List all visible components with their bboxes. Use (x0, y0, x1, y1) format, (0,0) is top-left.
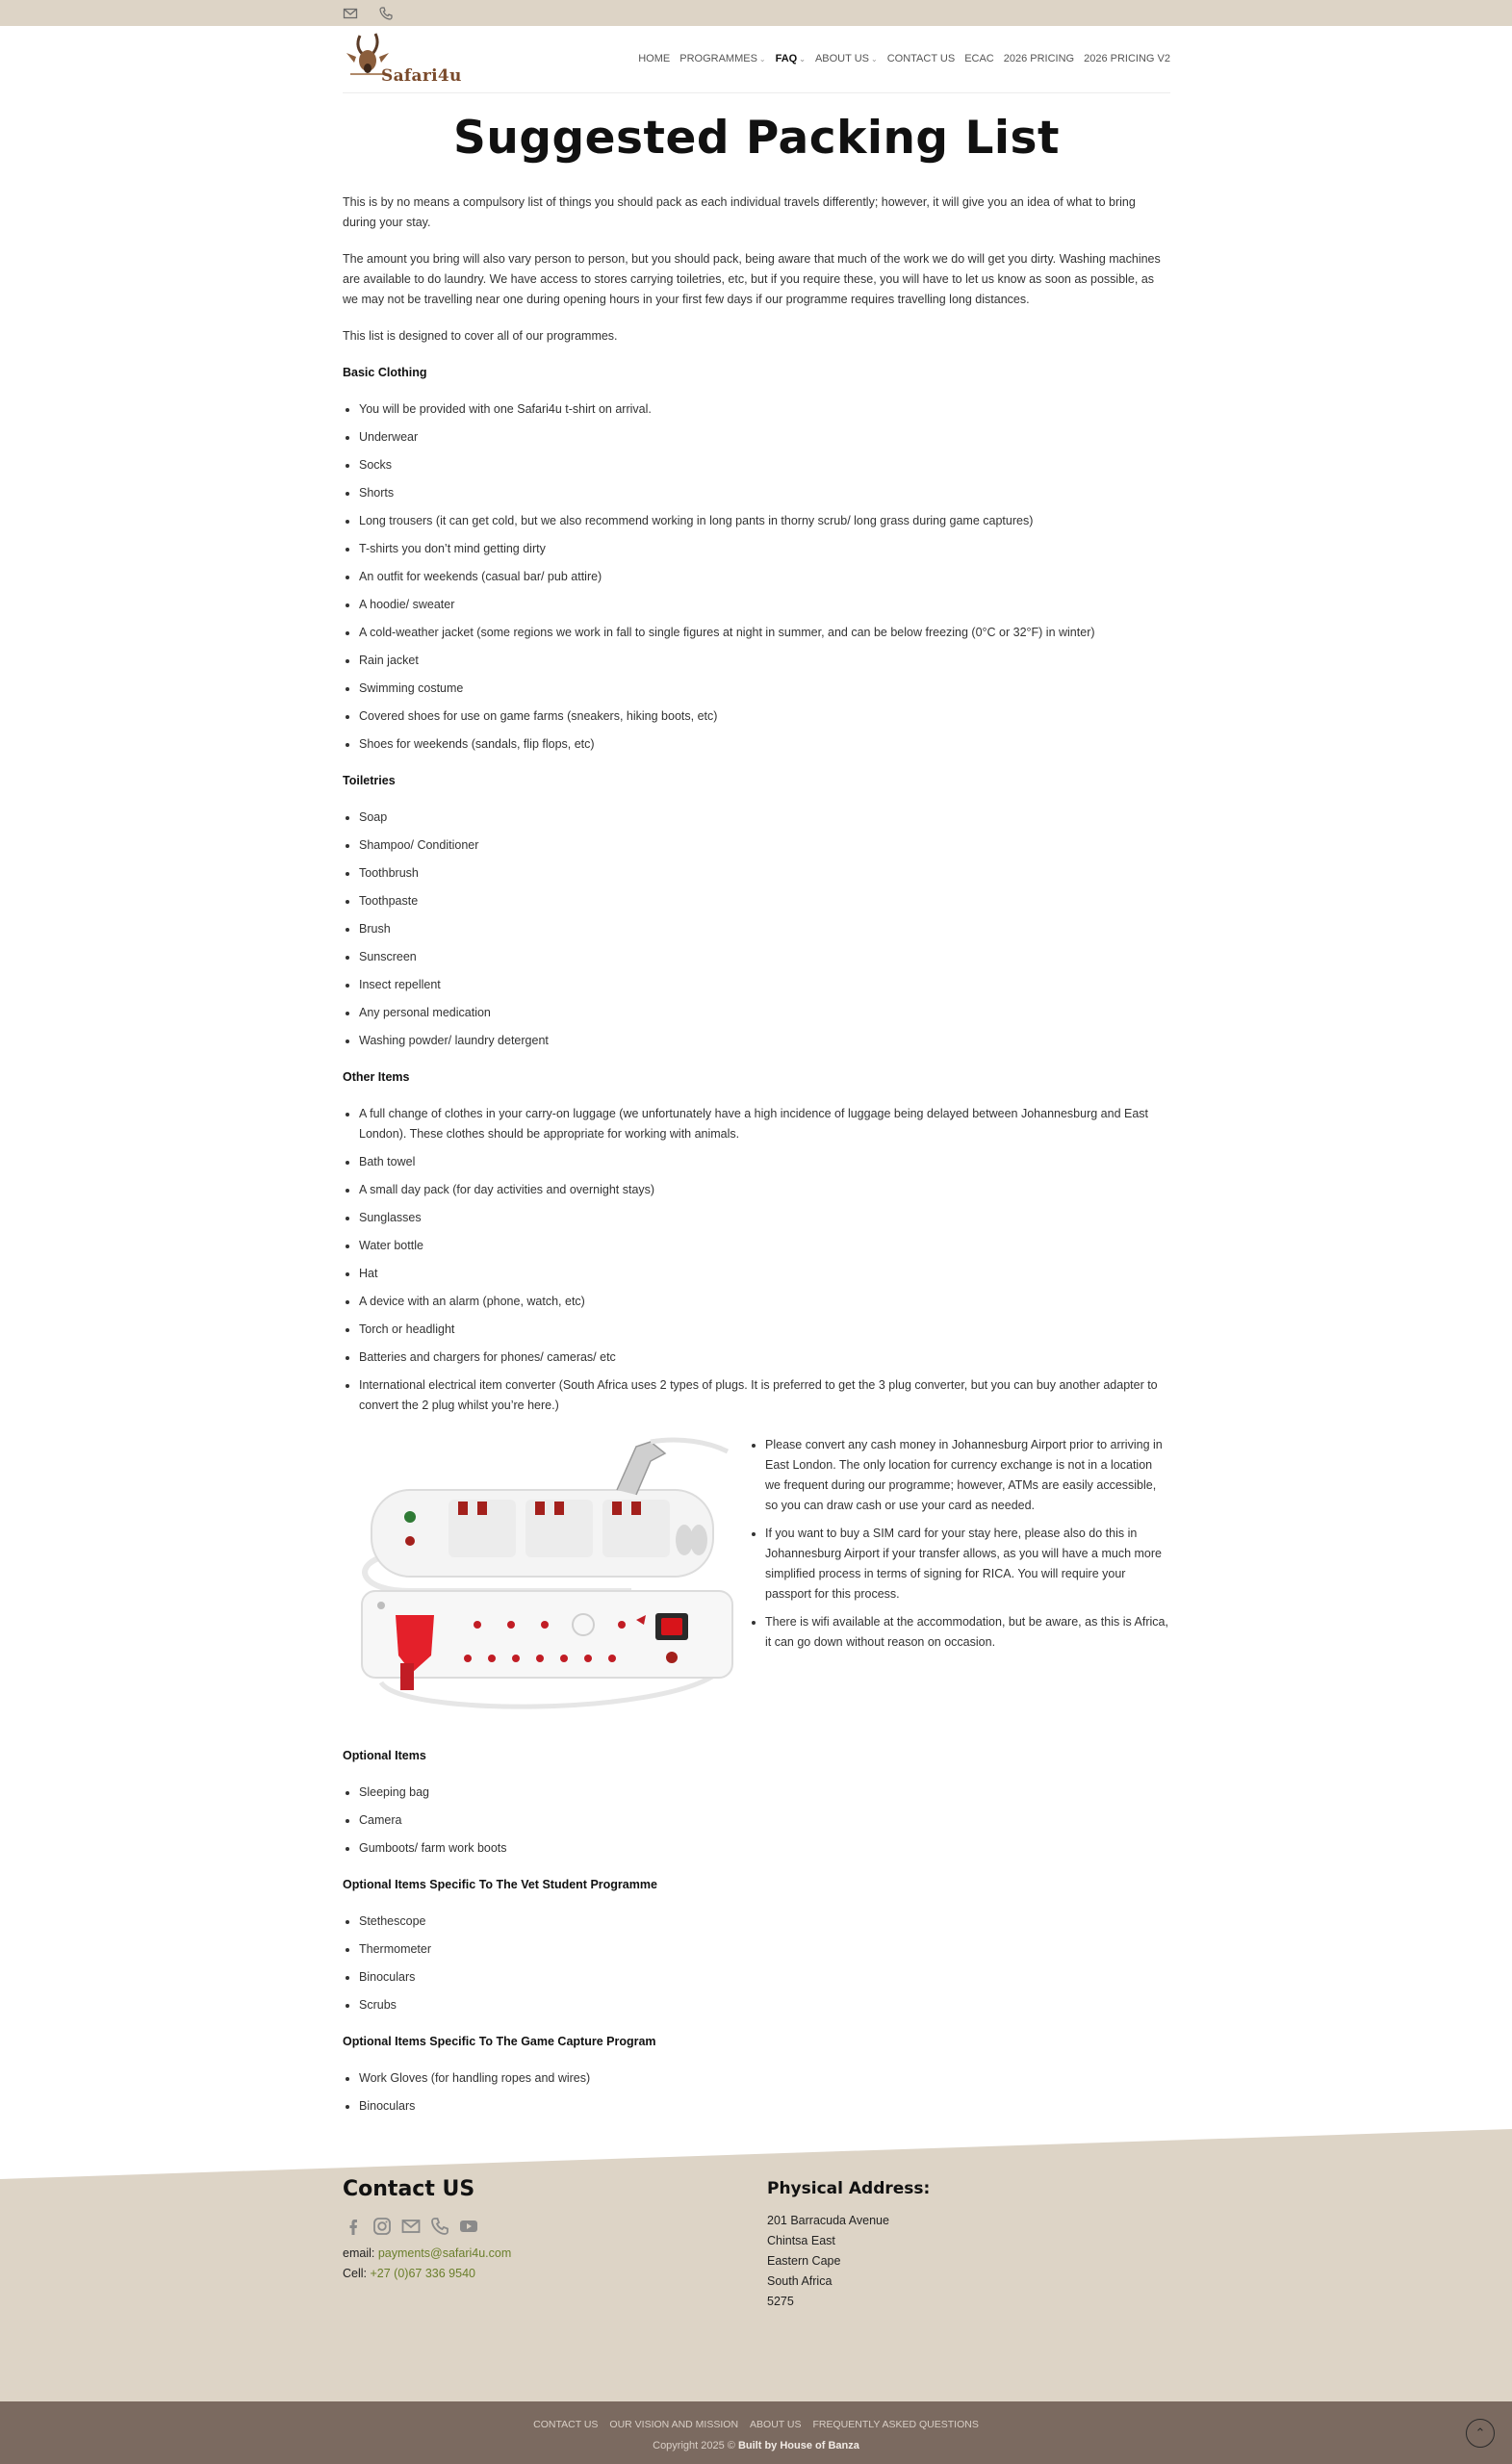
list-item: • Sunscreen (359, 947, 1170, 967)
email-icon[interactable] (400, 2216, 422, 2237)
list-item: • A cold-weather jacket (some regions we work in fall to single figures at night in summer, and can be below freezing (0°C or 32°F) in winter) (359, 623, 1170, 643)
address-line: South Africa (767, 2274, 833, 2288)
list-item: • Sunglasses (359, 1208, 1170, 1228)
toiletries-list (359, 808, 1170, 1051)
list-item: • Camera (359, 1810, 1170, 1831)
adapter-image-row (343, 1432, 1170, 1721)
list-item: • Thermometer (359, 1939, 1170, 1960)
copyright (0, 2440, 1512, 2451)
capture-items-heading: Optional Items Specific To The Game Capture Program (343, 2035, 656, 2048)
main-nav (638, 53, 1170, 64)
facebook-icon[interactable] (343, 2216, 364, 2237)
footer-background (0, 2129, 1512, 2402)
list-item: • There is wifi available at the accommodation, but be aware, as this is Africa, it can go down without reason on occasion. (765, 1612, 1169, 1653)
chevron-down-icon: ⌄ (870, 54, 878, 64)
list-item: • Covered shoes for use on game farms (sneakers, hiking boots, etc) (359, 706, 1170, 727)
back-to-top-button[interactable] (1466, 2419, 1495, 2448)
side-notes-list (765, 1435, 1169, 1660)
footer-link-contact[interactable]: CONTACT US (533, 2419, 599, 2430)
footer-links (0, 2419, 1512, 2430)
list-item: • A full change of clothes in your carry-on luggage (we unfortunately have a high incidence of luggage being delayed between Johannesburg and East London). These clothes should be appropriate for working with animals. (359, 1104, 1170, 1144)
cell-label: Cell: (343, 2267, 368, 2280)
chevron-down-icon: ⌄ (758, 54, 766, 64)
list-item: • Rain jacket (359, 651, 1170, 671)
intro-paragraph-3: This list is designed to cover all of our programmes. (343, 329, 618, 343)
list-item: • A device with an alarm (phone, watch, etc) (359, 1292, 1170, 1312)
list-item: • Batteries and chargers for phones/ cameras/ etc (359, 1348, 1170, 1368)
other-items-heading: Other Items (343, 1070, 410, 1084)
list-item: • A small day pack (for day activities and overnight stays) (359, 1180, 1170, 1200)
other-items-list (359, 1104, 1170, 1416)
nav-home[interactable] (638, 53, 670, 64)
cell-line (343, 2267, 475, 2280)
nav-pricing-v2-label: 2026 PRICING V2 (1084, 53, 1170, 64)
cell-link[interactable]: +27 (0)67 336 9540 (370, 2267, 475, 2280)
site-header (343, 26, 1170, 93)
nav-pricing[interactable] (1004, 53, 1074, 64)
footer-link-faq[interactable]: FREQUENTLY ASKED QUESTIONS (812, 2419, 979, 2430)
email-line (343, 2246, 511, 2260)
power-strip-image (343, 1432, 747, 1721)
list-item: • International electrical item converter (South Africa uses 2 types of plugs. It is preferred to get the 3 plug converter, but you can buy another adapter to convert the 2 plug whilst you’re here.) (359, 1375, 1170, 1416)
list-item: • Bath towel (359, 1152, 1170, 1172)
list-item: • Underwear (359, 427, 1170, 448)
address-line: Eastern Cape (767, 2254, 841, 2268)
nav-ecac-label: ECAC (964, 53, 994, 64)
address-line: Chintsa East (767, 2234, 835, 2247)
list-item: • Brush (359, 919, 1170, 939)
nav-ecac[interactable] (964, 53, 994, 64)
optional-items-list (359, 1783, 1170, 1859)
list-item: • Shoes for weekends (sandals, flip flops, etc) (359, 734, 1170, 755)
list-item: • Hat (359, 1264, 1170, 1284)
nav-pricing-label: 2026 PRICING (1003, 53, 1075, 64)
list-item: • Toothpaste (359, 891, 1170, 911)
youtube-icon[interactable] (458, 2216, 479, 2237)
page-title: Suggested Packing List (453, 112, 1060, 165)
list-item: • Gumboots/ farm work boots (359, 1838, 1170, 1859)
phone-icon[interactable] (378, 6, 394, 21)
nav-home-label: HOME (638, 53, 671, 64)
intro-paragraph-1: This is by no means a compulsory list of things you should pack as each individual travels differently; however, it will give you an idea of what to bring during your stay. (343, 195, 1136, 229)
list-item: • Soap (359, 808, 1170, 828)
contact-title: Contact US (343, 2177, 475, 2201)
list-item: • Sleeping bag (359, 1783, 1170, 1803)
list-item: • Water bottle (359, 1236, 1170, 1256)
list-item: • Torch or headlight (359, 1320, 1170, 1340)
copyright-prefix: Copyright 2025 © (653, 2440, 735, 2451)
copyright-brand[interactable]: Built by House of Banza (737, 2440, 859, 2451)
nav-about[interactable] (815, 53, 878, 64)
instagram-icon[interactable] (372, 2216, 393, 2237)
nav-programmes[interactable] (679, 53, 765, 64)
nav-programmes-label: PROGRAMMES (679, 53, 757, 64)
list-item: • T-shirts you don’t mind getting dirty (359, 539, 1170, 559)
footer-link-vision[interactable]: OUR VISION AND MISSION (609, 2419, 739, 2430)
bottom-bar (0, 2401, 1512, 2464)
capture-items-list (359, 2068, 1170, 2117)
address-title: Physical Address: (767, 2179, 931, 2198)
email-icon[interactable] (343, 6, 358, 21)
nav-faq[interactable] (776, 53, 806, 64)
main-content (343, 192, 1170, 2133)
list-item: • Any personal medication (359, 1003, 1170, 1023)
email-link[interactable]: payments@safari4u.com (377, 2246, 512, 2260)
toiletries-heading: Toiletries (343, 774, 396, 787)
list-item: • A hoodie/ sweater (359, 595, 1170, 615)
top-bar (0, 0, 1512, 26)
list-item: • You will be provided with one Safari4u t-shirt on arrival. (359, 399, 1170, 420)
nav-pricing-v2[interactable] (1084, 53, 1170, 64)
list-item: • An outfit for weekends (casual bar/ pub attire) (359, 567, 1170, 587)
basic-clothing-list (359, 399, 1170, 755)
list-item: • Shorts (359, 483, 1170, 503)
list-item: • Swimming costume (359, 679, 1170, 699)
list-item: • If you want to buy a SIM card for your stay here, please also do this in Johannesburg Airport if your transfer allows, as you will have a much more simplified process in terms of signing for RICA. You will require your passport for this process. (765, 1524, 1169, 1604)
social-icons (343, 2216, 479, 2237)
list-item: • Binoculars (359, 2096, 1170, 2117)
list-item: • Scrubs (359, 1995, 1170, 2015)
list-item: • Long trousers (it can get cold, but we also recommend working in long pants in thorny scrub/ long grass during game captures) (359, 511, 1170, 531)
nav-about-label: ABOUT US (814, 53, 869, 64)
list-item: • Socks (359, 455, 1170, 475)
chevron-up-icon: ⌃ (1474, 2426, 1486, 2440)
address-line: 201 Barracuda Avenue (767, 2214, 889, 2227)
list-item: • Work Gloves (for handling ropes and wires) (359, 2068, 1170, 2089)
list-item: • Please convert any cash money in Johannesburg Airport prior to arriving in East London. The only location for currency exchange is not in a location we frequent during our programme; however, ATMs are easily accessible, so you can draw cash or use your card as needed. (765, 1435, 1169, 1516)
vet-items-list (359, 1912, 1170, 2015)
list-item: • Binoculars (359, 1967, 1170, 1988)
nav-contact[interactable] (887, 53, 956, 64)
logo-text: Safari4u (381, 66, 462, 86)
footer-link-about[interactable]: ABOUT US (750, 2419, 802, 2430)
address-line: 5275 (767, 2295, 794, 2308)
list-item: • Toothbrush (359, 863, 1170, 884)
list-item: • Shampoo/ Conditioner (359, 835, 1170, 856)
vet-items-heading: Optional Items Specific To The Vet Student Programme (343, 1878, 657, 1891)
list-item: • Stethescope (359, 1912, 1170, 1932)
site-logo[interactable] (343, 30, 477, 90)
email-label: email: (343, 2246, 375, 2260)
list-item: • Insect repellent (359, 975, 1170, 995)
phone-icon[interactable] (429, 2216, 450, 2237)
list-item: • Washing powder/ laundry detergent (359, 1031, 1170, 1051)
optional-items-heading: Optional Items (343, 1749, 426, 1762)
chevron-down-icon: ⌄ (799, 54, 806, 64)
nav-faq-label: FAQ (775, 53, 798, 64)
basic-clothing-heading: Basic Clothing (343, 366, 427, 379)
nav-contact-label: CONTACT US (886, 53, 956, 64)
physical-address (767, 2211, 889, 2312)
intro-paragraph-2: The amount you bring will also vary person to person, but you should pack, being aware that much of the work we do will get you dirty. Washing machines are available to do laundry. We have access to stores carrying toiletries, etc, but if you require these, you will have to let us know as soon as possible, as we may not be travelling near one during opening hours in your first few days if our programme requires travelling long distances. (343, 252, 1161, 306)
